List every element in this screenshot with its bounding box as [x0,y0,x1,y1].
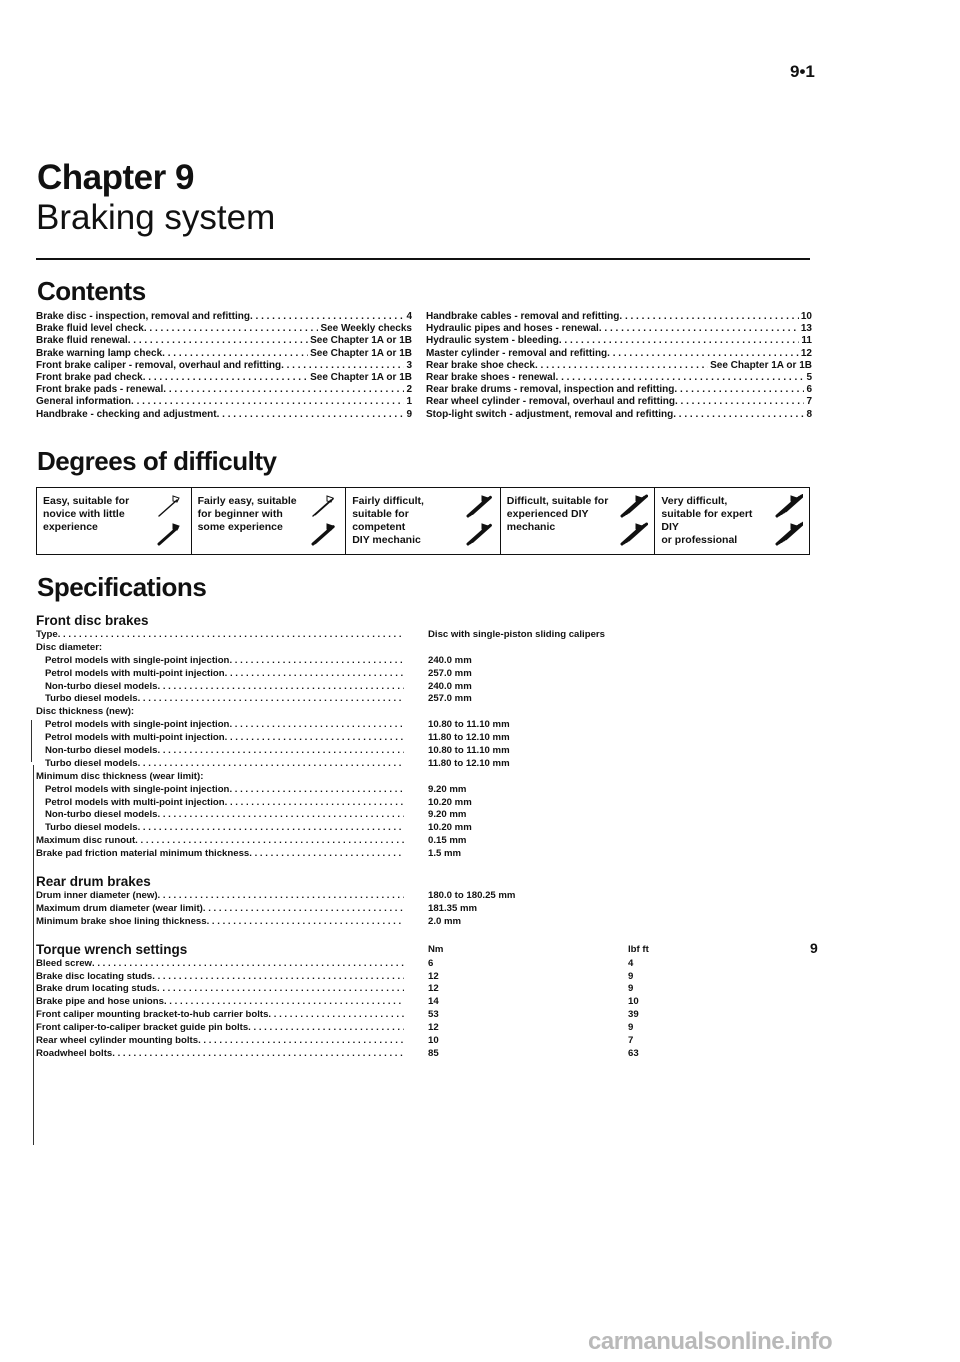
contents-item-title: Rear brake shoe check [426,359,535,371]
spec-value: 1.5 mm [428,848,462,860]
difficulty-text-line: experienced DIY [506,508,589,520]
contents-item-ref: 10 [800,311,812,322]
difficulty-text-line: suitable for expert DIY [661,508,753,533]
contents-item-ref: 13 [800,323,812,335]
spec-group-label: Minimum disc thickness (wear limit): [36,770,204,782]
leader-dots [559,335,800,347]
spec-label: Turbo diesel models [45,757,138,769]
torque-label: Brake drum locating studs [36,983,158,995]
leader-dots [157,745,404,758]
spec-row [36,890,816,903]
spec-label-cell [36,758,404,771]
torque-label: Rear wheel cylinder mounting bolts [36,1035,199,1047]
spec-label: Turbo diesel models [45,822,138,834]
spec-row [36,758,816,771]
contents-item [36,360,412,372]
spec-label: Petrol models with single-point injection [45,654,230,666]
torque-nm: 14 [428,996,439,1008]
difficulty-level-5 [655,488,809,554]
torque-lbf: 9 [628,983,634,995]
contents-item-ref: 1 [406,396,412,408]
torque-nm: 6 [428,957,434,969]
torque-label: Front caliper mounting bracket-to-hub carrier bolts [36,1009,269,1021]
spec-row [36,732,816,745]
contents-item [426,384,812,396]
torque-label: Brake pipe and hose unions [36,996,164,1008]
contents-right-column [426,311,812,421]
contents-item-title: Rear wheel cylinder - removal, overhaul and refitting [426,396,675,408]
spec-row [36,771,816,784]
contents-item-title: Front brake pads - renewal [36,384,164,396]
leader-dots [225,668,404,681]
contents-item-title: Rear brake shoes - renewal [426,372,556,384]
margin-rule-upper [31,720,32,762]
difficulty-level-2 [192,488,347,554]
spec-label: Type [36,629,58,640]
spec-value: 11.80 to 12.10 mm [428,757,510,769]
spec-label-cell [36,809,404,822]
torque-label-cell [36,1022,404,1035]
spec-label-cell [36,732,404,745]
torque-nm: 85 [428,1047,439,1059]
spec-label: Petrol models with multi-point injection [45,667,225,679]
leader-dots [92,958,404,971]
spec-label: Turbo diesel models [45,693,138,705]
difficulty-level-1 [37,488,192,554]
spec-row [36,745,816,758]
contents-item [426,348,812,360]
torque-row [36,996,816,1009]
difficulty-text-line: Fairly easy, suitable [197,495,297,507]
leader-dots [619,311,798,323]
specifications-heading: Specifications [37,572,207,602]
contents-item-title: Handbrake - checking and adjustment [36,408,217,420]
spec-value: 257.0 mm [428,667,472,679]
contents-item-ref: See Chapter 1A or 1B [710,359,812,371]
spec-label-cell [36,784,404,797]
spec-value: 0.15 mm [428,835,467,847]
contents-item [36,311,412,323]
contents-item-title: Stop-light switch - adjustment, removal and refitting [426,408,674,420]
torque-heading: Torque wrench settings [36,941,188,957]
leader-dots [225,732,404,745]
leader-dots [675,396,804,408]
spec-row [36,706,816,719]
torque-row [36,1035,816,1048]
torque-header-row [36,941,816,958]
torque-nm: 53 [428,1009,439,1021]
contents-left-column [36,311,412,421]
leader-dots [138,758,404,771]
spec-row [36,835,816,848]
leader-dots [163,384,404,396]
spec-label: Petrol models with single-point injection [45,783,230,795]
torque-lbf: 9 [628,970,634,982]
contents-item-ref: 7 [806,396,812,408]
contents-item [36,396,412,408]
spec-row [36,809,816,822]
contents-item-ref: 9 [406,408,412,420]
difficulty-description [661,495,767,547]
contents-item-ref: See Chapter 1A or 1B [310,347,412,359]
margin-tab: 9 [810,940,818,956]
spec-label-cell [36,916,404,929]
leader-dots [207,916,404,929]
contents-item [36,323,412,335]
spec-value: 10.80 to 11.10 mm [428,745,510,757]
contents-item-ref: See Chapter 1A or 1B [310,372,412,384]
leader-dots [556,372,805,384]
contents-item [36,335,412,347]
contents-item-title: Brake disc - inspection, removal and refitting [36,311,250,322]
contents-item-ref: 8 [806,408,812,420]
spec-label-cell [36,719,404,732]
spec-label-cell [36,822,404,835]
contents-item [426,360,812,372]
contents-item-title: Front brake pad check [36,372,143,384]
torque-lbf: 7 [628,1035,634,1047]
contents-item-ref: 4 [406,311,412,322]
contents-item [36,384,412,396]
title-rule [36,258,810,260]
spec-label: Petrol models with multi-point injection [45,796,225,808]
contents-item-ref: 5 [806,372,812,384]
torque-label: Brake disc locating studs [36,970,153,982]
torque-row [36,1009,816,1022]
difficulty-heading: Degrees of difficulty [37,446,277,476]
spanner-3-icon [462,494,494,548]
difficulty-text-line: Easy, suitable for [43,495,130,507]
difficulty-description [198,495,304,534]
spec-value: 240.0 mm [428,654,472,666]
difficulty-text-line: novice with little [43,508,125,520]
spec-value: 180.0 to 180.25 mm [428,890,516,902]
leader-dots [250,311,404,323]
spec-row [36,822,816,835]
torque-col-nm: Nm [428,943,444,955]
torque-row [36,1048,816,1061]
leader-dots [138,822,404,835]
contents-item-ref: See Chapter 1A or 1B [310,335,412,347]
difficulty-level-3 [346,488,501,554]
leader-dots [535,360,708,372]
torque-nm: 12 [428,970,439,982]
contents-item-title: Master cylinder - removal and refitting [426,347,608,359]
torque-lbf: 39 [628,1009,639,1021]
leader-dots [203,903,404,916]
torque-label-cell [36,983,404,996]
leader-dots [248,1022,404,1035]
difficulty-table [36,487,810,555]
leader-dots [673,409,804,421]
difficulty-text-line: Very difficult, [661,495,728,507]
leader-dots [128,335,308,347]
spec-value: 9.20 mm [428,783,467,795]
contents-heading: Contents [37,276,146,306]
spec-label-cell [36,903,404,916]
leader-dots [607,348,799,360]
torque-label: Roadwheel bolts [36,1047,113,1059]
spec-value: Disc with single-piston sliding calipers [428,629,605,640]
difficulty-text-line: experience [43,521,98,533]
spec-value: 240.0 mm [428,680,472,692]
contents-item-title: Handbrake cables - removal and refitting [426,311,620,322]
spec-row [36,642,816,655]
watermark: carmanualsonline.info [588,1328,833,1355]
spec-label: Maximum drum diameter (wear limit) [36,902,203,914]
contents-item-title: Front brake caliper - removal, overhaul and refitting [36,359,282,371]
torque-label-cell [36,1048,404,1061]
spec-label: Non-turbo diesel models [45,680,158,692]
contents-item-title: Brake fluid level check [36,323,144,335]
torque-lbf: 4 [628,957,634,969]
spec-label-cell [36,655,404,668]
spec-value: 181.35 mm [428,902,478,914]
contents-item-title: Hydraulic pipes and hoses - renewal [426,323,599,335]
spec-row [36,797,816,810]
spec-label: Petrol models with multi-point injection [45,732,225,744]
spanner-4-icon [616,494,648,548]
leader-dots [268,1009,404,1022]
spec-row [36,693,816,706]
leader-dots [158,890,404,903]
spec-value: 2.0 mm [428,915,462,927]
spec-row [36,629,816,642]
rear-drum-brakes-heading: Rear drum brakes [36,874,151,890]
difficulty-text-line: or professional [661,534,738,546]
torque-row [36,1022,816,1035]
contents-item-title: Brake fluid renewal [36,335,128,347]
chapter-title: Braking system [36,198,276,237]
leader-dots [143,372,308,384]
spec-row [36,903,816,916]
torque-lbf: 10 [628,996,639,1008]
leader-dots [144,323,319,335]
torque-lbf: 9 [628,1022,634,1034]
spec-label-cell [36,668,404,681]
spec-label: Brake pad friction material minimum thickness [36,848,250,860]
contents-item [426,335,812,347]
page-number: 9•1 [790,62,815,81]
contents-item [426,323,812,335]
leader-dots [162,348,308,360]
spec-row [36,719,816,732]
difficulty-text-line: Difficult, suitable for [506,495,609,507]
contents-item-ref: 3 [406,359,412,371]
difficulty-description [43,495,149,534]
spanner-5-icon [771,494,803,548]
leader-dots [152,971,404,984]
spanner-1-icon [153,494,185,548]
leader-dots [229,719,404,732]
leader-dots [225,797,404,810]
spanner-2-icon [307,494,339,548]
leader-dots [217,409,405,421]
torque-label-cell [36,1009,404,1022]
torque-nm: 12 [428,1022,439,1034]
spec-value: 10.20 mm [428,822,472,834]
contents-item-ref: See Weekly checks [320,323,412,335]
contents-item [36,372,412,384]
contents-item [426,409,812,421]
difficulty-text-line: mechanic [506,521,556,533]
spec-row [36,668,816,681]
contents-item-ref: 2 [406,384,412,396]
leader-dots [157,681,404,694]
spec-row [36,848,816,861]
difficulty-text-line: some experience [197,521,283,533]
specifications-block [36,612,816,1061]
torque-label-cell [36,1035,404,1048]
torque-label-cell [36,958,404,971]
leader-dots [599,323,799,335]
spec-value: 10.20 mm [428,796,472,808]
contents-item [36,409,412,421]
difficulty-text-line: DIY mechanic [352,534,421,546]
leader-dots [229,655,404,668]
leader-dots [138,693,404,706]
spec-label-cell [36,890,404,903]
contents-item-title: Brake warning lamp check [36,347,163,359]
spec-value: 9.20 mm [428,809,467,821]
torque-row [36,958,816,971]
spec-label: Non-turbo diesel models [45,745,158,757]
spec-row [36,655,816,668]
spec-value: 10.80 to 11.10 mm [428,719,510,731]
spec-label: Minimum brake shoe lining thickness [36,915,207,927]
spec-label-cell [36,681,404,694]
torque-label-cell [36,971,404,984]
difficulty-description [507,495,613,534]
torque-label: Bleed screw [36,957,92,969]
spec-label-cell [36,797,404,810]
spec-label-cell [36,693,404,706]
contents-item-ref: 12 [800,347,812,359]
spec-label: Maximum disc runout [36,835,136,847]
spec-group-label: Disc thickness (new): [36,706,135,718]
leader-dots [112,1048,404,1061]
torque-label-cell [36,996,404,1009]
leader-dots [674,384,804,396]
spec-label: Petrol models with single-point injection [45,719,230,731]
margin-rule-lower [33,765,34,1145]
contents-item [426,372,812,384]
difficulty-text-line: Fairly difficult, [352,495,424,507]
spec-value: 11.80 to 12.10 mm [428,732,510,744]
difficulty-text-line: suitable for competent [352,508,409,533]
spec-row [36,784,816,797]
torque-lbf: 63 [628,1047,639,1059]
chapter-label: Chapter 9 [37,158,194,197]
torque-nm: 10 [428,1035,439,1047]
contents-item-title: Rear brake drums - removal, inspection and refitting [426,384,675,396]
spec-group-label: Disc diameter: [36,641,103,653]
contents-item-title: General information [36,396,132,408]
spec-label: Drum inner diameter (new) [36,890,158,902]
spec-label: Non-turbo diesel models [45,809,158,821]
difficulty-text-line: for beginner with [197,508,283,520]
contents-item [426,396,812,408]
torque-row [36,971,816,984]
spec-row [36,681,816,694]
torque-row [36,983,816,996]
torque-nm: 12 [428,983,439,995]
leader-dots [157,809,404,822]
leader-dots [164,996,404,1009]
difficulty-level-4 [501,488,656,554]
contents-item [426,311,812,323]
contents-item-ref: 6 [806,384,812,396]
leader-dots [229,784,404,797]
spec-value: 257.0 mm [428,693,472,705]
torque-label: Front caliper-to-caliper bracket guide pin bolts [36,1022,249,1034]
contents-item [36,348,412,360]
spec-label-cell [36,745,404,758]
leader-dots [281,360,404,372]
torque-col-lbf: lbf ft [628,943,649,955]
leader-dots [157,983,404,996]
front-disc-brakes-heading: Front disc brakes [36,613,149,628]
leader-dots [131,396,404,408]
spec-row [36,916,816,929]
leader-dots [198,1035,404,1048]
contents-item-title: Hydraulic system - bleeding [426,335,559,347]
difficulty-description [352,495,458,547]
contents-item-ref: 11 [801,335,812,347]
